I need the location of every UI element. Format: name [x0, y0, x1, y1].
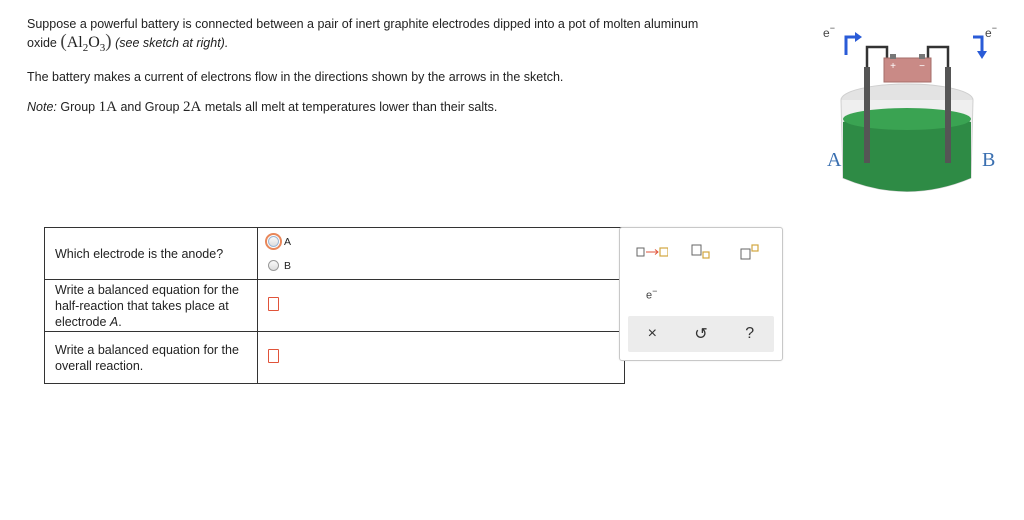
undo-icon[interactable]: ↺ — [694, 326, 708, 343]
electrode-a — [864, 67, 870, 163]
half-reaction-answer-cell — [258, 280, 625, 332]
note-text: Note: Group 1A and Group 2A metals all melt at temperatures lower than their salts. — [27, 99, 498, 115]
electrode-a-label: A — [827, 149, 842, 171]
reaction-arrow-icon — [636, 246, 668, 258]
table-row — [45, 332, 625, 384]
question-table — [44, 227, 625, 384]
question-half-reaction: Write a balanced equation for the half-reaction that takes place at electrode A. — [45, 280, 258, 332]
electrolysis-sketch — [810, 15, 1024, 205]
current-description: The battery makes a current of electrons flow in the directions shown by the arrows in the sketch. — [27, 70, 564, 84]
battery-plus-label: + — [890, 61, 896, 72]
subscript-button[interactable] — [685, 242, 717, 262]
question-overall-reaction: Write a balanced equation for the overall reaction. — [45, 332, 258, 384]
electrode-b-label: B — [982, 149, 996, 171]
left-electron-label: e− — [823, 23, 835, 40]
clear-icon[interactable]: × — [647, 325, 657, 342]
radio-button-a[interactable] — [268, 236, 279, 247]
anode-answer-cell — [258, 228, 625, 280]
problem-intro: Suppose a powerful battery is connected between a pair of inert graphite electrodes dipped into a pot of molten aluminum oxide $(Al_2O_3)$ (see sketch at right). — [27, 17, 699, 55]
electron-button[interactable]: e− — [646, 286, 658, 302]
help-icon[interactable]: ? — [745, 325, 755, 342]
equation-toolbar — [619, 227, 783, 361]
superscript-icon — [739, 244, 761, 260]
question-anode: Which electrode is the anode? — [45, 228, 258, 280]
right-electron-label: e− — [985, 23, 997, 40]
subscript-icon — [690, 244, 712, 260]
radio-option-a[interactable]: A — [268, 230, 614, 254]
radio-option-b[interactable]: B — [268, 254, 614, 278]
overall-reaction-answer-input[interactable] — [268, 349, 279, 363]
half-reaction-answer-input[interactable] — [268, 297, 279, 311]
superscript-button[interactable] — [734, 242, 766, 262]
battery-minus-label: − — [919, 61, 925, 72]
table-row — [45, 280, 625, 332]
toolbar-footer — [628, 316, 774, 352]
radio-button-b[interactable] — [268, 260, 279, 271]
reaction-arrow-button[interactable] — [636, 242, 668, 262]
overall-reaction-answer-cell — [258, 332, 625, 384]
table-row — [45, 228, 625, 280]
aluminum-oxide-formula: $Al_2O_3$ — [66, 34, 106, 55]
electrode-b — [945, 67, 951, 163]
